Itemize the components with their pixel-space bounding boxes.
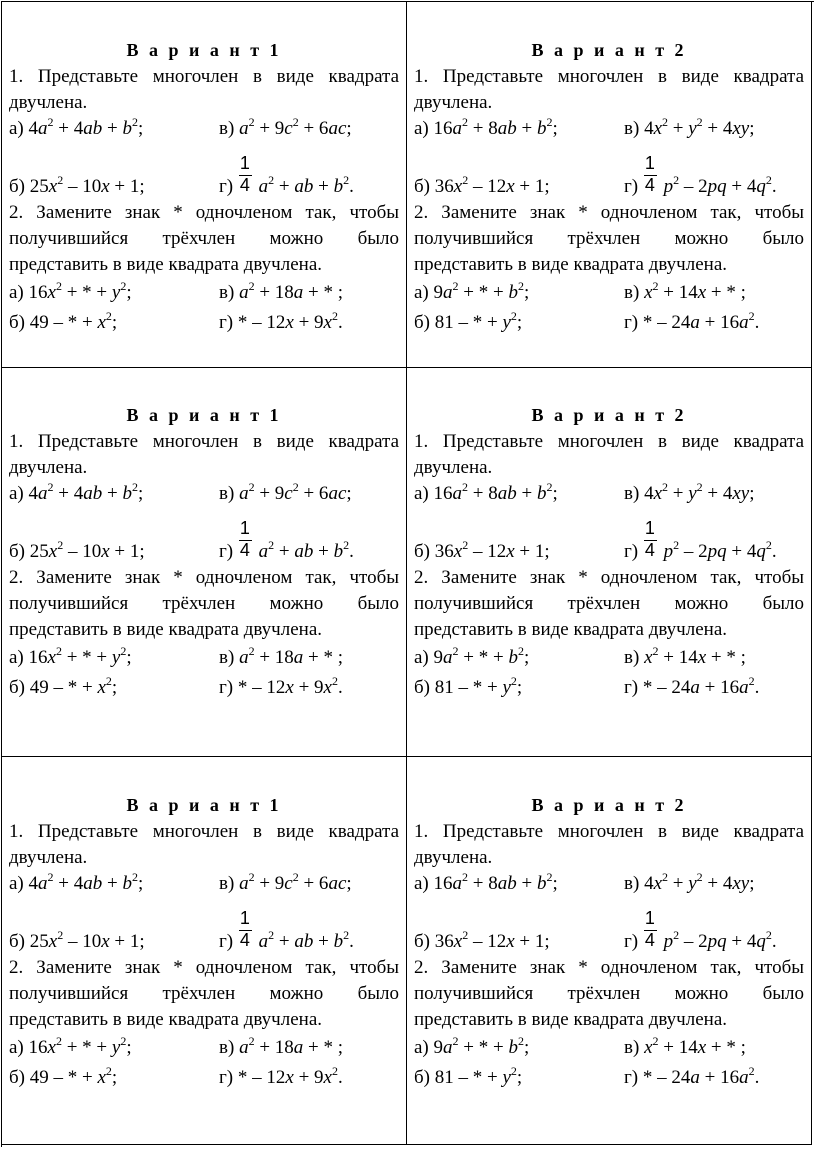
task1-text: 1. Представьте многочлен в виде квадрата [9,66,399,87]
task2-item-g: г) * – $24a + 16a^2$. [624,308,760,333]
task2-text-end: представить в виде квадрата двучлена. [9,1009,323,1030]
variant-title: В а р и а н т 2 [531,40,687,60]
task2-text: 2. Замените знак * одночленом так, чтобы [414,957,804,978]
task1-item-g: г) $\frac{1}{4}$ $a^2$ + ab + $b^2$. [219,518,354,562]
variant-title: В а р и а н т 1 [126,795,282,815]
task1-item-v: в) $a^2 + 9c^2 + 6ac$; [219,869,352,894]
task2-item-a: а) $9a^2$ + * + $b^2$; [414,643,530,668]
task1-row-a [9,481,399,507]
task2-text-end: представить в виде квадрата двучлена. [414,1009,728,1030]
task1-text-cont: двучлена. [414,92,493,113]
task1-row-b [414,507,804,565]
task2-item-g: г) * – $24a + 16a^2$. [624,1063,760,1088]
task1-text-cont: двучлена. [414,847,493,868]
task2-item-a: а) $16x^2$ + * + $y^2$; [9,1033,132,1058]
task1-item-a: а) $16a^2 + 8ab + b^2$; [414,479,558,504]
task2-row-a [9,1035,399,1061]
variant-card [2,368,407,757]
task1-text-cont: двучлена. [414,457,493,478]
fraction: $\frac{1}{4}$ [644,153,655,195]
task1-row-b [414,897,804,955]
variant-card [407,757,812,1145]
task2-row-a [9,280,399,306]
task1-item-v: в) $4x^2 + y^2 + 4xy$; [624,479,755,504]
task2-item-g: г) * – $12x + 9x^2$. [219,1063,343,1088]
task1-item-b: б) $25x^2 - 10x + 1$; [9,537,145,562]
task2-text-cont: получившийся трёхчлен можно было [9,593,399,614]
task2-row-a [414,280,804,306]
task2-text-cont: получившийся трёхчлен можно было [414,593,804,614]
task1-item-v: в) $4x^2 + y^2 + 4xy$; [624,114,755,139]
task2-item-b: б) 81 – * + $y^2$; [414,1063,523,1088]
task1-item-b: б) $25x^2 - 10x + 1$; [9,927,145,952]
task2-text-cont: получившийся трёхчлен можно было [9,983,399,1004]
task2-item-b: б) 81 – * + $y^2$; [414,673,523,698]
task1-row-b [9,507,399,565]
task2-text: 2. Замените знак * одночленом так, чтобы [9,957,399,978]
task1-item-g: г) $\frac{1}{4}$ $a^2$ + ab + $b^2$. [219,908,354,952]
task1-row-a [414,481,804,507]
task1-text: 1. Представьте многочлен в виде квадрата [9,821,399,842]
task1-item-g: г) $\frac{1}{4}$ $a^2$ + ab + $b^2$. [219,153,354,197]
task2-item-b: б) 49 – * + $x^2$; [9,308,118,333]
task1-row-a [9,871,399,897]
task1-text: 1. Представьте многочлен в виде квадрата [414,821,804,842]
task2-row-b [9,1065,399,1091]
task2-item-v: в) $a^2 + 18a$ + * ; [219,1033,344,1058]
task1-item-a: а) $16a^2 + 8ab + b^2$; [414,869,558,894]
task2-row-b [414,1065,804,1091]
task1-item-g: г) $\frac{1}{4}$ $p^2 - 2pq + 4q^2$. [624,153,777,197]
task2-item-a: а) $16x^2$ + * + $y^2$; [9,643,132,668]
task2-text: 2. Замените знак * одночленом так, чтобы [414,567,804,588]
task1-text: 1. Представьте многочлен в виде квадрата [414,66,804,87]
task2-item-v: в) $a^2 + 18a$ + * ; [219,643,344,668]
task2-text-cont: получившийся трёхчлен можно было [414,983,804,1004]
task1-row-a [9,116,399,142]
task1-row-b [9,142,399,200]
task1-item-v: в) $a^2 + 9c^2 + 6ac$; [219,114,352,139]
variant-title: В а р и а н т 2 [531,405,687,425]
task1-item-g: г) $\frac{1}{4}$ $p^2 - 2pq + 4q^2$. [624,908,777,952]
task1-item-v: в) $4x^2 + y^2 + 4xy$; [624,869,755,894]
task2-text-cont: получившийся трёхчлен можно было [9,228,399,249]
task2-text-end: представить в виде квадрата двучлена. [9,254,323,275]
task1-item-a: а) $16a^2 + 8ab + b^2$; [414,114,558,139]
task2-text: 2. Замените знак * одночленом так, чтобы [9,567,399,588]
task2-row-b [414,675,804,701]
task2-item-g: г) * – $12x + 9x^2$. [219,308,343,333]
variant-title: В а р и а н т 1 [126,405,282,425]
task2-row-b [414,310,804,336]
task1-item-b: б) $25x^2 - 10x + 1$; [9,172,145,197]
variant-title: В а р и а н т 2 [531,795,687,815]
variant-grid [1,1,814,1147]
task2-item-v: в) $x^2 + 14x$ + * ; [624,278,746,303]
task2-row-b [9,675,399,701]
task2-item-a: а) $16x^2$ + * + $y^2$; [9,278,132,303]
task1-row-a [414,871,804,897]
task1-item-b: б) $36x^2 - 12x + 1$; [414,172,550,197]
fraction: $\frac{1}{4}$ [644,518,655,560]
task2-text: 2. Замените знак * одночленом так, чтобы [9,202,399,223]
task1-text: 1. Представьте многочлен в виде квадрата [9,431,399,452]
task2-item-b: б) 49 – * + $x^2$; [9,673,118,698]
fraction: $\frac{1}{4}$ [644,908,655,950]
task1-item-a: а) $4a^2 + 4ab + b^2$; [9,114,144,139]
variant-title: В а р и а н т 1 [126,40,282,60]
fraction: $\frac{1}{4}$ [239,908,250,950]
variant-card [2,757,407,1145]
task2-item-a: а) $9a^2$ + * + $b^2$; [414,278,530,303]
task2-item-v: в) $x^2 + 14x$ + * ; [624,643,746,668]
task2-item-v: в) $a^2 + 18a$ + * ; [219,278,344,303]
task2-item-a: а) $9a^2$ + * + $b^2$; [414,1033,530,1058]
task2-item-b: б) 49 – * + $x^2$; [9,1063,118,1088]
task2-item-g: г) * – $24a + 16a^2$. [624,673,760,698]
variant-card [407,368,812,757]
task2-row-b [9,310,399,336]
task2-text-end: представить в виде квадрата двучлена. [414,619,728,640]
task2-text-end: представить в виде квадрата двучлена. [9,619,323,640]
fraction: $\frac{1}{4}$ [239,518,250,560]
task2-text-end: представить в виде квадрата двучлена. [414,254,728,275]
task1-text-cont: двучлена. [9,457,88,478]
task1-item-v: в) $a^2 + 9c^2 + 6ac$; [219,479,352,504]
task1-text-cont: двучлена. [9,92,88,113]
task2-item-b: б) 81 – * + $y^2$; [414,308,523,333]
task2-text: 2. Замените знак * одночленом так, чтобы [414,202,804,223]
fraction: $\frac{1}{4}$ [239,153,250,195]
task2-text-cont: получившийся трёхчлен можно было [414,228,804,249]
task1-item-a: а) $4a^2 + 4ab + b^2$; [9,479,144,504]
task1-item-b: б) $36x^2 - 12x + 1$; [414,537,550,562]
task2-item-g: г) * – $12x + 9x^2$. [219,673,343,698]
task2-row-a [9,645,399,671]
task1-item-b: б) $36x^2 - 12x + 1$; [414,927,550,952]
task1-row-a [414,116,804,142]
task2-row-a [414,645,804,671]
task1-item-a: а) $4a^2 + 4ab + b^2$; [9,869,144,894]
task2-row-a [414,1035,804,1061]
task1-item-g: г) $\frac{1}{4}$ $p^2 - 2pq + 4q^2$. [624,518,777,562]
task1-text: 1. Представьте многочлен в виде квадрата [414,431,804,452]
task1-row-b [414,142,804,200]
task1-row-b [9,897,399,955]
variant-card [407,2,812,368]
task2-item-v: в) $x^2 + 14x$ + * ; [624,1033,746,1058]
variant-card [2,2,407,368]
task1-text-cont: двучлена. [9,847,88,868]
